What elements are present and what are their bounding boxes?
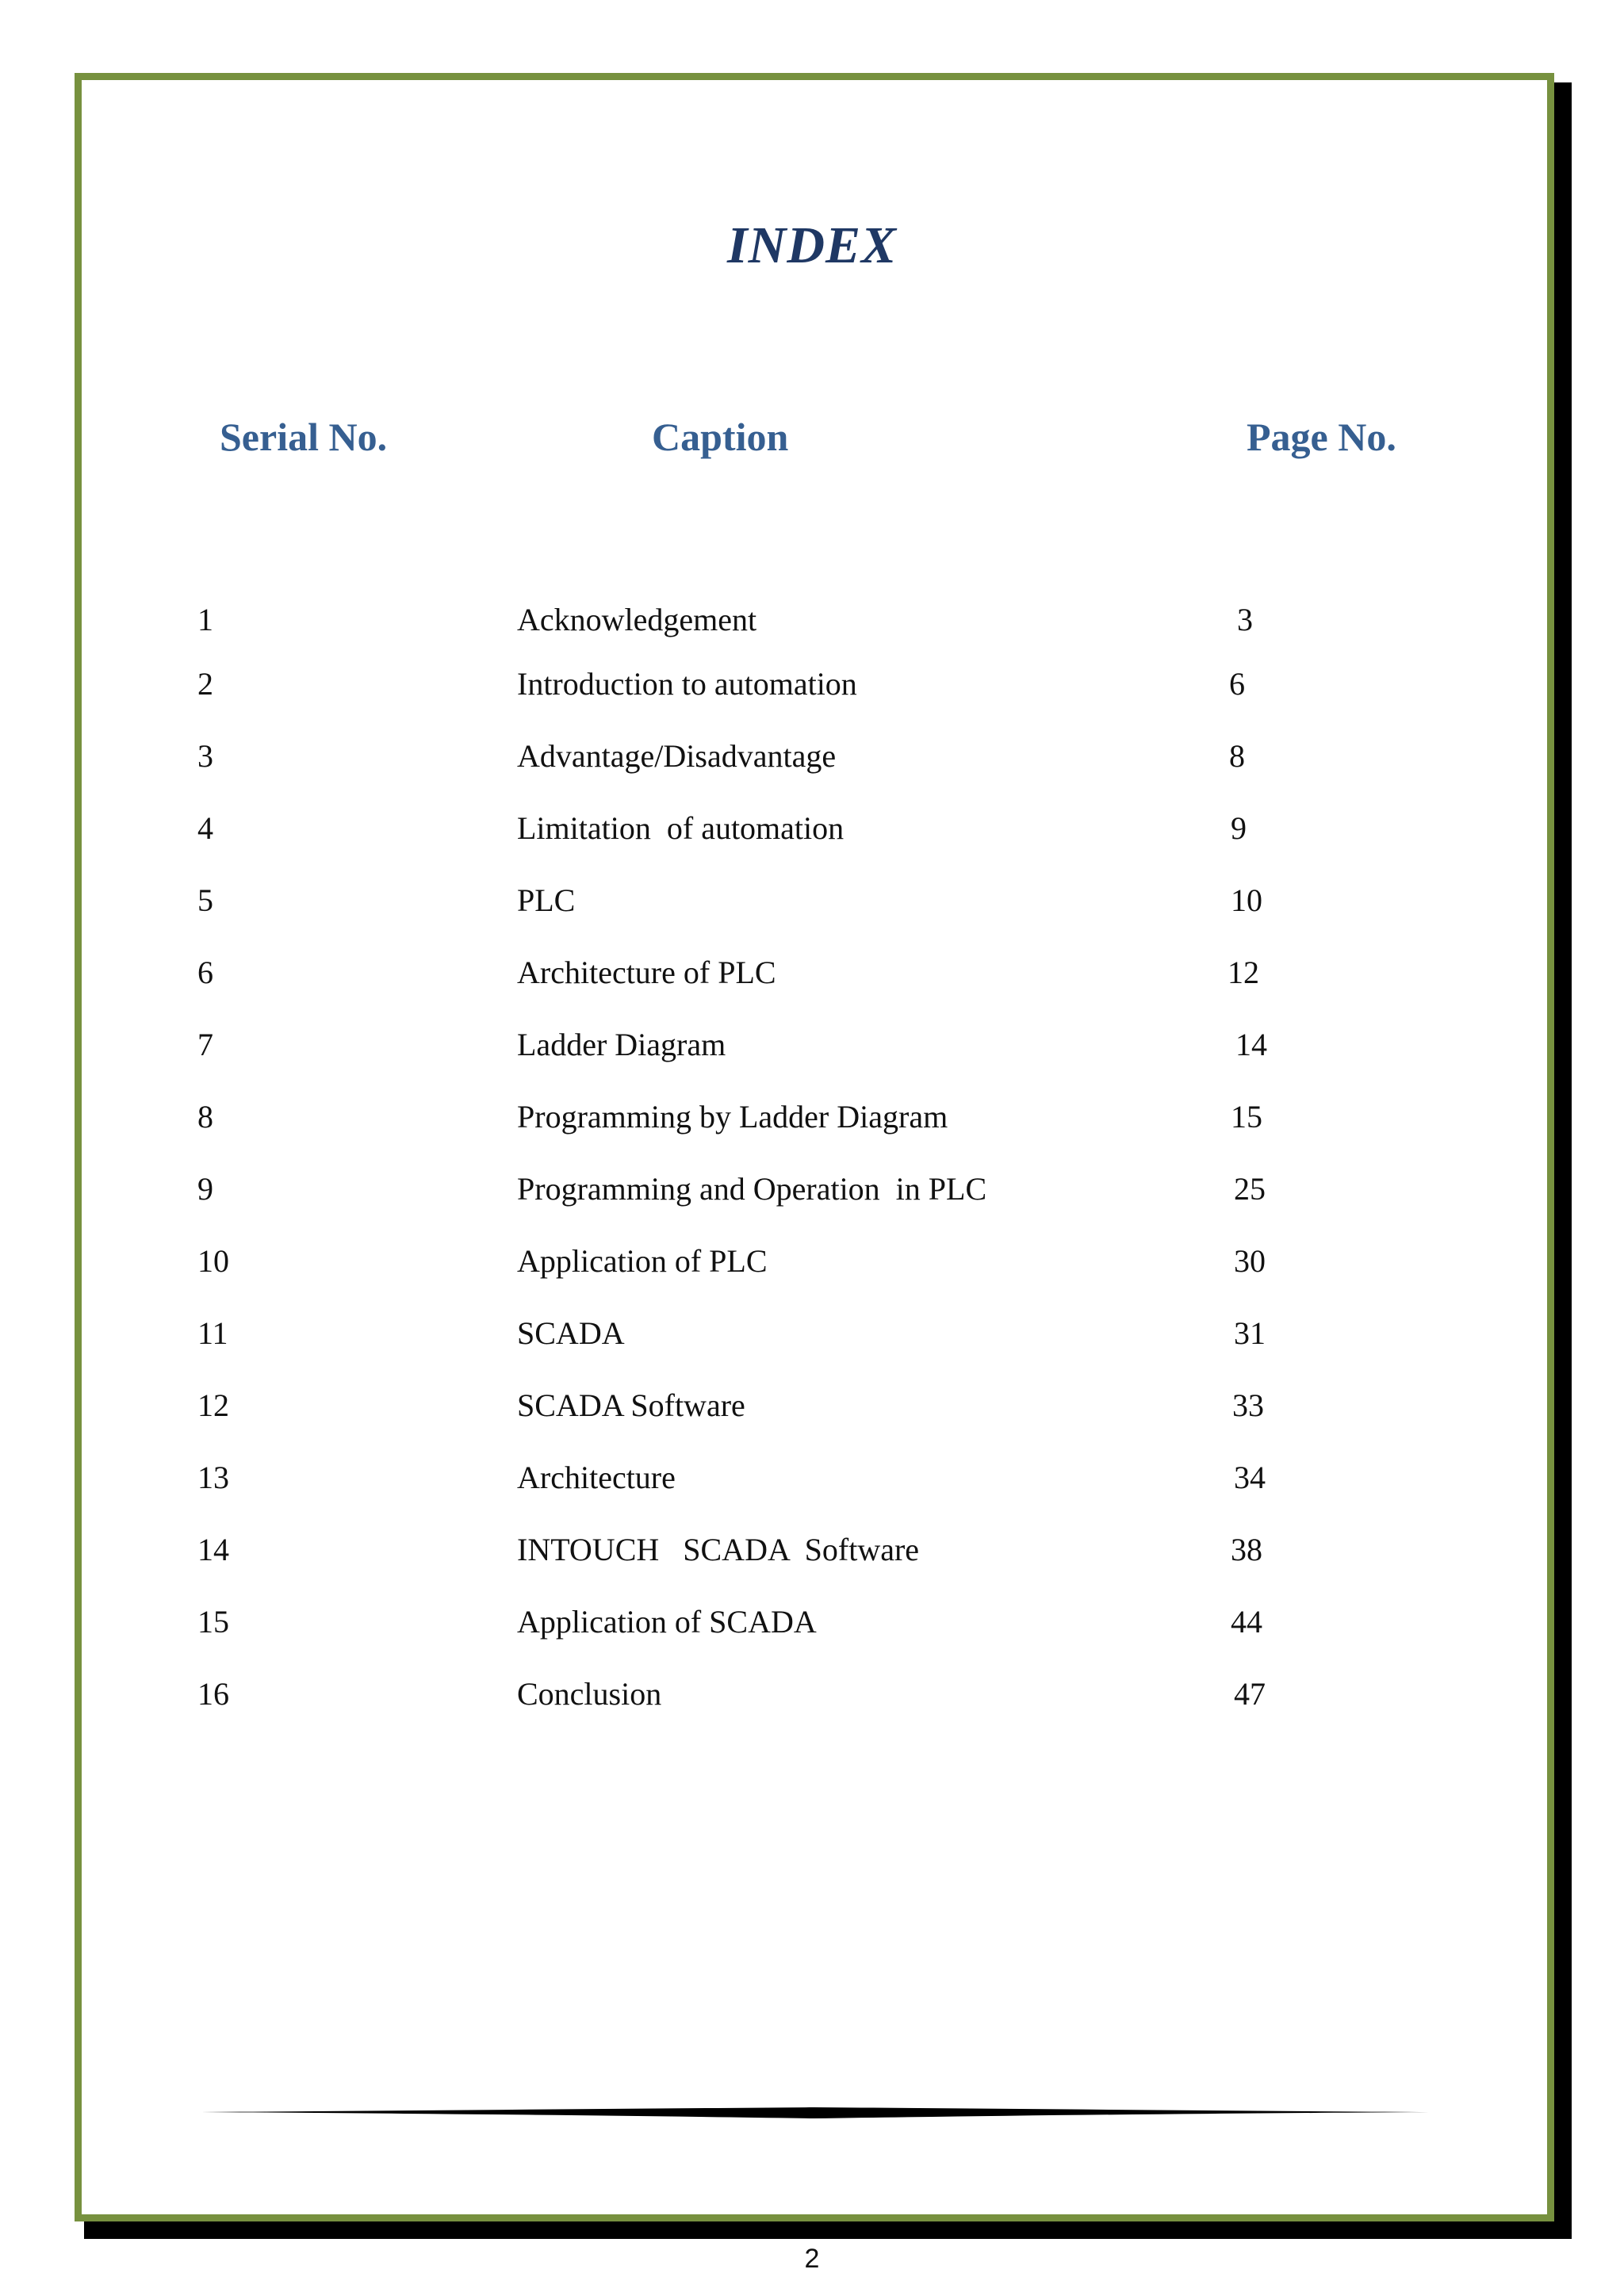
row-serial-number: 6	[197, 955, 213, 990]
row-page-number: 10	[1231, 882, 1262, 918]
row-serial-number: 8	[197, 1099, 213, 1135]
row-caption: Architecture of PLC	[517, 955, 776, 990]
row-serial-number: 10	[197, 1243, 229, 1279]
row-page-number: 8	[1229, 738, 1245, 774]
row-serial-number: 13	[197, 1460, 229, 1495]
row-page-number: 25	[1234, 1171, 1266, 1207]
footer-page-number: 2	[804, 2244, 820, 2274]
decorative-divider	[198, 2103, 1429, 2122]
row-caption: Limitation of automation	[517, 810, 845, 846]
row-page-number: 44	[1231, 1604, 1262, 1640]
index-row	[0, 1387, 1624, 1434]
row-caption: Application of PLC	[517, 1243, 768, 1279]
row-serial-number: 15	[197, 1604, 229, 1640]
row-caption: Acknowledgement	[517, 602, 757, 637]
row-caption: Conclusion	[517, 1676, 662, 1712]
row-caption: Advantage/Disadvantage	[517, 738, 837, 774]
row-caption: Ladder Diagram	[517, 1027, 726, 1062]
row-caption: INTOUCH SCADA Software	[517, 1532, 920, 1567]
row-caption: Architecture	[517, 1460, 676, 1495]
row-page-number: 34	[1234, 1460, 1266, 1495]
row-page-number: 9	[1231, 810, 1247, 846]
index-row	[0, 882, 1624, 929]
row-caption: Introduction to automation	[517, 666, 857, 702]
row-caption: SCADA	[517, 1315, 625, 1351]
row-page-number: 33	[1232, 1387, 1264, 1423]
row-page-number: 30	[1234, 1243, 1266, 1279]
row-page-number: 38	[1231, 1532, 1262, 1567]
index-row	[0, 737, 1624, 785]
row-serial-number: 3	[197, 738, 213, 774]
index-row	[0, 1459, 1624, 1506]
row-page-number: 47	[1234, 1676, 1266, 1712]
row-serial-number: 11	[197, 1315, 228, 1351]
row-serial-number: 16	[197, 1676, 229, 1712]
index-row	[0, 1098, 1624, 1146]
index-row	[0, 1603, 1624, 1651]
page-header: Page No.	[1247, 415, 1396, 459]
row-page-number: 31	[1234, 1315, 1266, 1351]
row-serial-number: 9	[197, 1171, 213, 1207]
serial-header: Serial No.	[220, 415, 388, 459]
row-caption: Programming by Ladder Diagram	[517, 1099, 948, 1135]
row-serial-number: 7	[197, 1027, 213, 1062]
index-row	[0, 809, 1624, 857]
row-serial-number: 12	[197, 1387, 229, 1423]
index-row	[0, 1531, 1624, 1578]
index-row	[0, 1314, 1624, 1362]
row-caption: SCADA Software	[517, 1387, 745, 1423]
row-page-number: 6	[1229, 666, 1245, 702]
page-border	[75, 73, 1554, 2221]
caption-header: Caption	[652, 415, 789, 459]
row-page-number: 3	[1237, 602, 1253, 637]
index-row	[0, 1170, 1624, 1218]
index-row	[0, 665, 1624, 713]
row-serial-number: 2	[197, 666, 213, 702]
row-page-number: 12	[1228, 955, 1259, 990]
row-serial-number: 1	[197, 602, 213, 637]
row-page-number: 14	[1235, 1027, 1267, 1062]
index-row	[0, 1675, 1624, 1723]
index-row	[0, 1026, 1624, 1073]
row-serial-number: 5	[197, 882, 213, 918]
row-caption: Programming and Operation in PLC	[517, 1171, 987, 1207]
index-title: INDEX	[726, 216, 898, 274]
row-caption: PLC	[517, 882, 576, 918]
index-row	[0, 601, 1624, 649]
row-serial-number: 14	[197, 1532, 229, 1567]
index-row	[0, 1242, 1624, 1290]
row-serial-number: 4	[197, 810, 213, 846]
index-row	[0, 954, 1624, 1001]
row-caption: Application of SCADA	[517, 1604, 817, 1640]
row-page-number: 15	[1231, 1099, 1262, 1135]
